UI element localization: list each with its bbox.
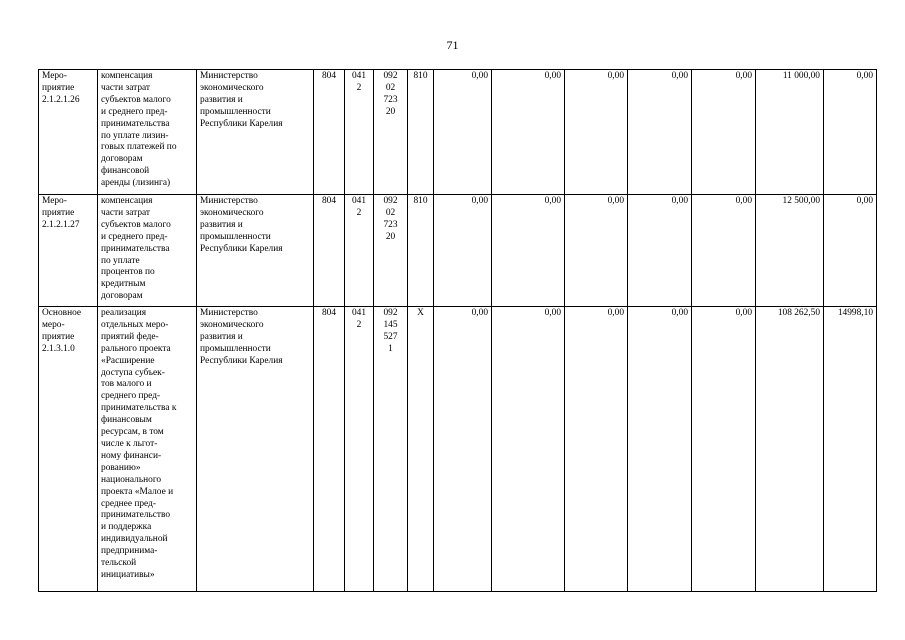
rzpr-cell: 041 2: [345, 307, 374, 592]
value-cell: 0,00: [824, 195, 877, 307]
page-number: 71: [446, 38, 459, 52]
value-cell: 0,00: [492, 195, 565, 307]
rzpr-cell: 041 2: [345, 195, 374, 307]
csr-cell: 092 02 723 20: [374, 70, 408, 195]
table-row: [39, 70, 877, 195]
value-cell: 0,00: [434, 70, 492, 195]
value-cell: 0,00: [492, 70, 565, 195]
name-cell: компенсация части затрат субъектов малого и среднего пред- принимательства по уплате процентов по кредитным договорам: [98, 195, 197, 307]
table-row: [39, 307, 877, 592]
rzpr-cell: 041 2: [345, 70, 374, 195]
value-cell: 0,00: [628, 307, 692, 592]
value-cell: 0,00: [628, 195, 692, 307]
value-cell: 0,00: [492, 307, 565, 592]
status-cell: Меро- приятие 2.1.2.1.27: [39, 195, 98, 307]
value-cell: 0,00: [692, 195, 756, 307]
value-cell: 0,00: [628, 70, 692, 195]
grbs-cell: 804: [314, 70, 345, 195]
executor-cell: Министерство экономического развития и промышленности Республики Карелия: [197, 70, 314, 195]
executor-cell: Министерство экономического развития и промышленности Республики Карелия: [197, 307, 314, 592]
executor-cell: Министерство экономического развития и промышленности Республики Карелия: [197, 195, 314, 307]
budget-table: [38, 69, 877, 592]
name-cell: компенсация части затрат субъектов малого и среднего пред- принимательства по уплате лизин- говых платежей по договорам финансовой аренды (лизинга): [98, 70, 197, 195]
value-cell: 0,00: [824, 70, 877, 195]
csr-cell: 092 145 527 1: [374, 307, 408, 592]
vr-cell: Х: [408, 307, 434, 592]
value-cell: 0,00: [565, 307, 628, 592]
value-cell: 0,00: [692, 307, 756, 592]
vr-cell: 810: [408, 70, 434, 195]
value-cell: 12 500,00: [756, 195, 824, 307]
value-cell: 11 000,00: [756, 70, 824, 195]
value-cell: 0,00: [692, 70, 756, 195]
grbs-cell: 804: [314, 195, 345, 307]
value-cell: 108 262,50: [756, 307, 824, 592]
value-cell: 0,00: [434, 307, 492, 592]
value-cell: 14998,10: [824, 307, 877, 592]
value-cell: 0,00: [434, 195, 492, 307]
table-row: [39, 195, 877, 307]
grbs-cell: 804: [314, 307, 345, 592]
status-cell: Меро- приятие 2.1.2.1.26: [39, 70, 98, 195]
csr-cell: 092 02 723 20: [374, 195, 408, 307]
vr-cell: 810: [408, 195, 434, 307]
name-cell: реализация отдельных меро- приятий феде- рального проекта «Расширение доступа субъек- тов малого и среднего пред- принимательства к финансовым ресурсам, в том числе к льгот- ному финанси- рованию» национального проекта «Малое и среднее пред- принимательство и поддержка индивидуальной предпринима- тельской инициативы»: [98, 307, 197, 592]
value-cell: 0,00: [565, 70, 628, 195]
value-cell: 0,00: [565, 195, 628, 307]
status-cell: Основное меро- приятие 2.1.3.1.0: [39, 307, 98, 592]
